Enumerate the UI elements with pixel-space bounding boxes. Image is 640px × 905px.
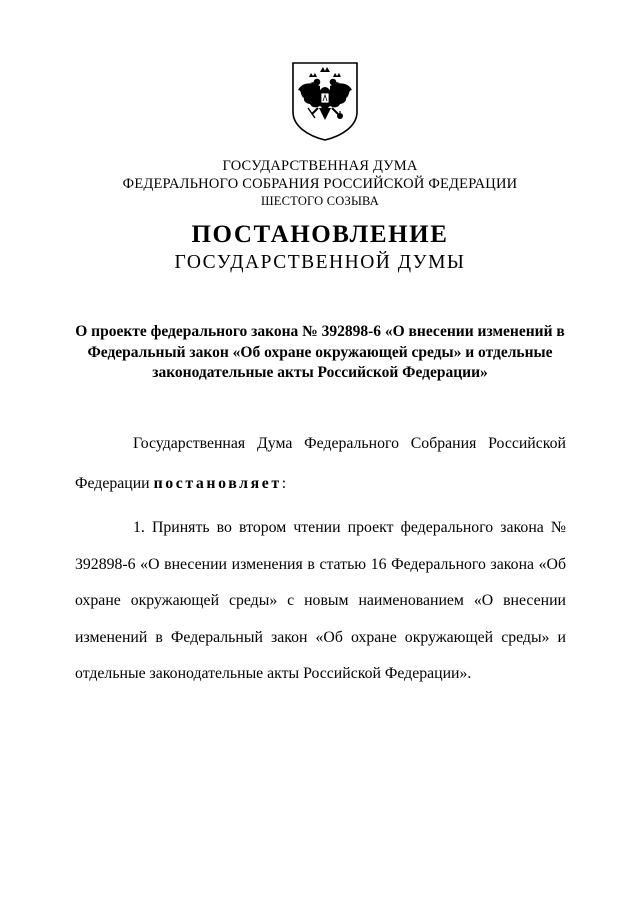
preamble-paragraph: [75, 424, 566, 504]
header-assembly: ФЕДЕРАЛЬНОГО СОБРАНИЯ РОССИЙСКОЙ ФЕДЕРАЦИИ: [122, 176, 518, 192]
state-emblem-icon: [290, 60, 360, 142]
preamble-tail: :: [281, 475, 287, 492]
document-header: [0, 157, 640, 210]
preamble-text: Государственная Дума Федерального Собрания Российской Федерации: [75, 435, 566, 492]
preamble-emphasis: постановляет: [153, 475, 282, 492]
document-subtitle: ГОСУДАРСТВЕННОЙ ДУМЫ: [174, 252, 466, 273]
header-institution: ГОСУДАРСТВЕННАЯ ДУМА: [222, 158, 418, 174]
header-convocation: ШЕСТОГО СОЗЫВА: [260, 194, 380, 208]
document-title: ПОСТАНОВЛЕНИЕ: [191, 221, 449, 248]
document-subject: О проекте федерального закона № 392898-6 «О внесении изменений в Федеральный закон «Об охране окружающей среды» и отдельные законодательные акты Российской Федерации»: [75, 323, 565, 381]
resolution-item-1: 1. Принять во втором чтении проект федерального закона № 392898-6 «О внесении изменения в статью 16 Федерального закона «Об охране окружающей среды» с новым наименованием «О внесении изменений в Федеральный закон «Об охране окружающей среды» и отдельные законодательные акты Российской Федерации».: [75, 519, 566, 682]
